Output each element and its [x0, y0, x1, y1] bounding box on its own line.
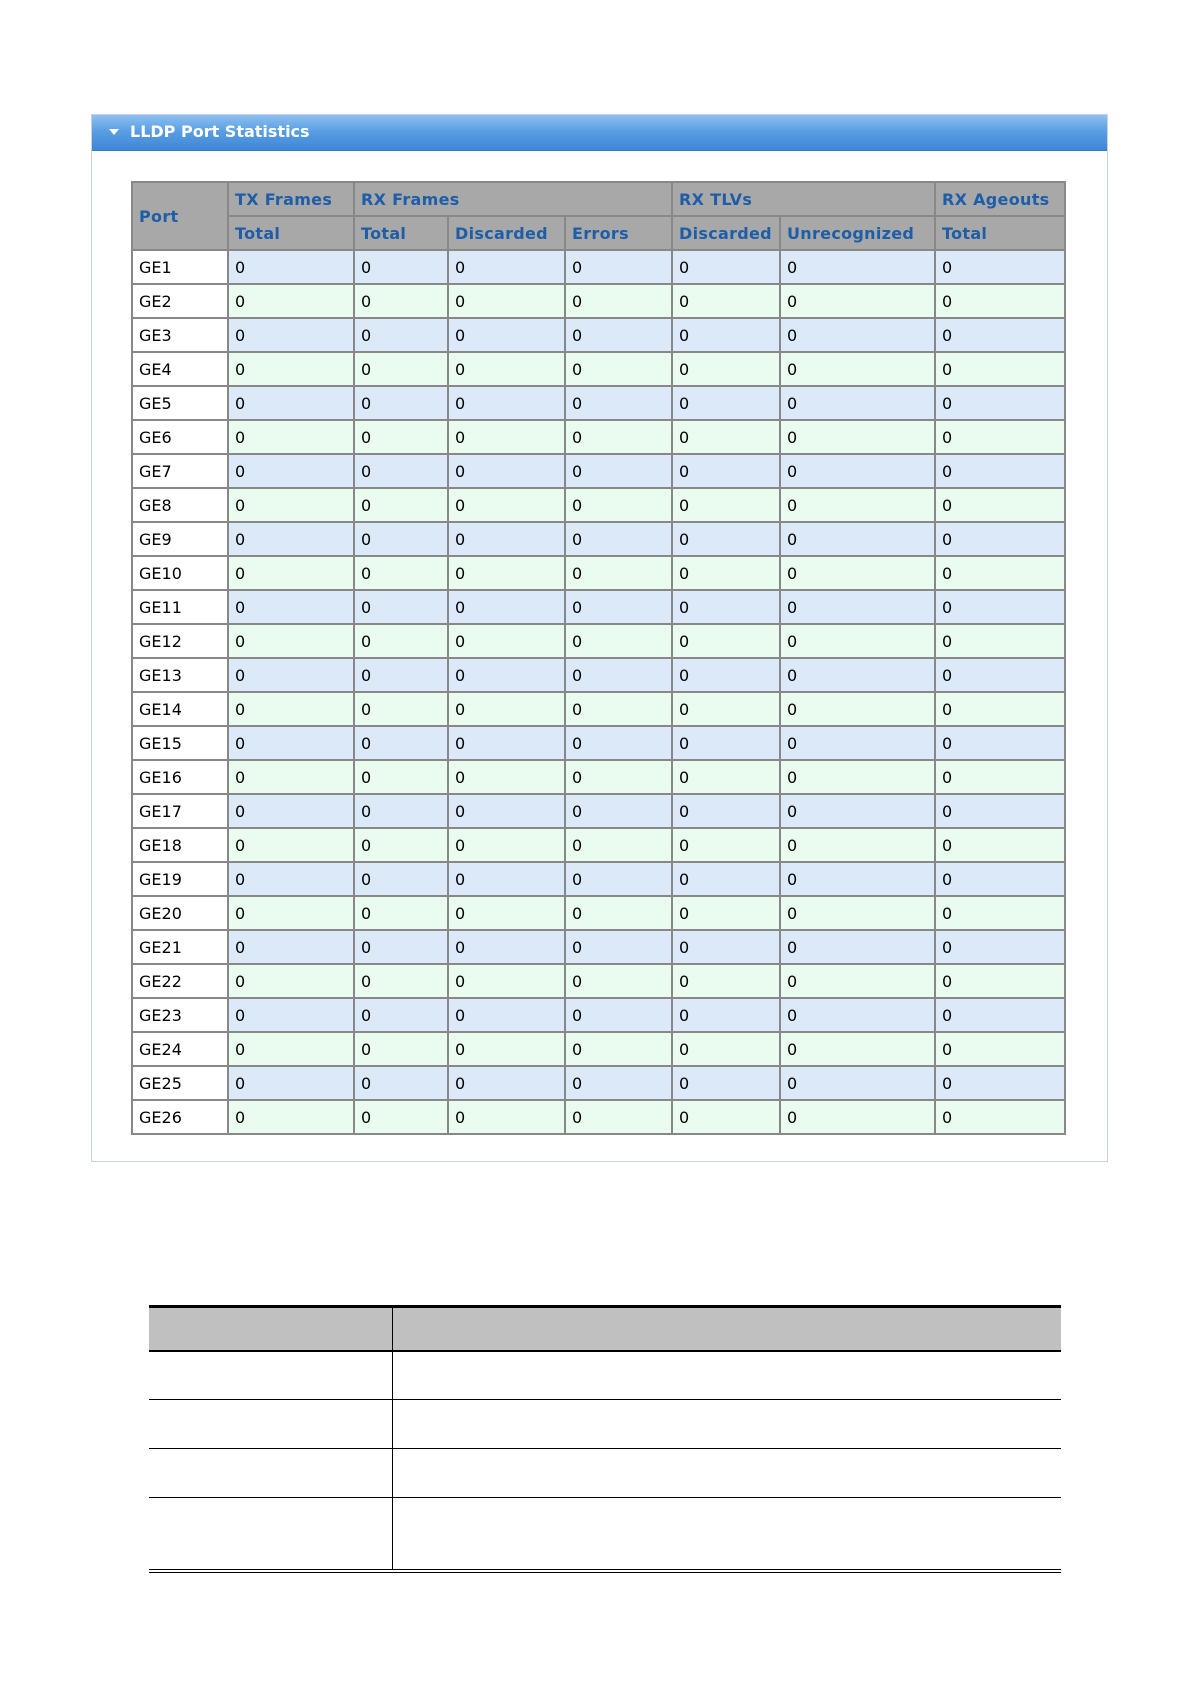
stat-cell: 0 — [354, 318, 448, 352]
stat-cell: 0 — [780, 250, 935, 284]
stat-cell: 0 — [565, 828, 672, 862]
table-row — [132, 250, 1065, 284]
stat-cell: 0 — [780, 760, 935, 794]
stat-cell: 0 — [354, 420, 448, 454]
stat-cell: 0 — [448, 488, 565, 522]
stat-cell: 0 — [565, 930, 672, 964]
stat-cell: 0 — [672, 250, 780, 284]
stat-cell: 0 — [354, 624, 448, 658]
table-row — [132, 1100, 1065, 1134]
stat-cell: 0 — [565, 794, 672, 828]
stat-cell: 0 — [228, 726, 354, 760]
stat-cell: 0 — [935, 454, 1065, 488]
stat-cell: 0 — [565, 624, 672, 658]
stat-cell: 0 — [935, 488, 1065, 522]
table-row — [132, 794, 1065, 828]
stat-cell: 0 — [354, 794, 448, 828]
column-group-rx-tlvs: RX TLVs — [672, 182, 935, 216]
stat-cell: 0 — [565, 760, 672, 794]
stat-cell: 0 — [448, 454, 565, 488]
stat-cell: 0 — [565, 420, 672, 454]
description-header-description — [392, 1307, 1061, 1351]
stat-cell: 0 — [935, 658, 1065, 692]
triangle-down-icon[interactable] — [107, 125, 121, 139]
stat-cell: 0 — [935, 522, 1065, 556]
column-header-ageouts-total: Total — [935, 216, 1065, 250]
stat-cell: 0 — [565, 250, 672, 284]
stat-cell: 0 — [228, 318, 354, 352]
description-row — [149, 1400, 1061, 1449]
stat-cell: 0 — [354, 250, 448, 284]
table-row — [132, 862, 1065, 896]
stat-cell: 0 — [354, 352, 448, 386]
stat-cell: 0 — [565, 454, 672, 488]
stat-cell: 0 — [780, 1032, 935, 1066]
stat-cell: 0 — [448, 998, 565, 1032]
port-cell: GE23 — [132, 998, 228, 1032]
stat-cell: 0 — [448, 828, 565, 862]
stat-cell: 0 — [354, 726, 448, 760]
stat-cell: 0 — [565, 318, 672, 352]
column-header-rx-discarded: Discarded — [448, 216, 565, 250]
table-row — [132, 726, 1065, 760]
stat-cell: 0 — [935, 624, 1065, 658]
table-row — [132, 624, 1065, 658]
stat-cell: 0 — [935, 760, 1065, 794]
stat-cell: 0 — [228, 998, 354, 1032]
table-row — [132, 964, 1065, 998]
stat-cell: 0 — [935, 590, 1065, 624]
stat-cell: 0 — [565, 284, 672, 318]
stat-cell: 0 — [228, 488, 354, 522]
stat-cell: 0 — [935, 250, 1065, 284]
port-cell: GE5 — [132, 386, 228, 420]
stat-cell: 0 — [935, 556, 1065, 590]
stat-cell: 0 — [228, 964, 354, 998]
port-cell: GE12 — [132, 624, 228, 658]
stat-cell: 0 — [780, 930, 935, 964]
stat-cell: 0 — [448, 352, 565, 386]
port-cell: GE21 — [132, 930, 228, 964]
port-cell: GE19 — [132, 862, 228, 896]
stat-cell: 0 — [672, 896, 780, 930]
stat-cell: 0 — [780, 998, 935, 1032]
stat-cell: 0 — [354, 386, 448, 420]
stat-cell: 0 — [935, 284, 1065, 318]
stat-cell: 0 — [354, 930, 448, 964]
port-cell: GE2 — [132, 284, 228, 318]
stat-cell: 0 — [228, 1100, 354, 1134]
stat-cell: 0 — [354, 692, 448, 726]
stat-cell: 0 — [448, 794, 565, 828]
stat-cell: 0 — [935, 1032, 1065, 1066]
stat-cell: 0 — [565, 1100, 672, 1134]
stat-cell: 0 — [672, 692, 780, 726]
stat-cell: 0 — [228, 522, 354, 556]
stat-cell: 0 — [228, 828, 354, 862]
port-cell: GE22 — [132, 964, 228, 998]
stat-cell: 0 — [448, 420, 565, 454]
stat-cell: 0 — [565, 692, 672, 726]
stat-cell: 0 — [228, 454, 354, 488]
table-row — [132, 352, 1065, 386]
stat-cell: 0 — [780, 624, 935, 658]
table-row — [132, 454, 1065, 488]
stat-cell: 0 — [354, 556, 448, 590]
stat-cell: 0 — [565, 488, 672, 522]
stat-cell: 0 — [935, 828, 1065, 862]
table-row — [132, 318, 1065, 352]
stat-cell: 0 — [780, 828, 935, 862]
description-row — [149, 1498, 1061, 1571]
stat-cell: 0 — [935, 1100, 1065, 1134]
column-header-tlv-unrecognized: Unrecognized — [780, 216, 935, 250]
stat-cell: 0 — [780, 556, 935, 590]
table-row — [132, 1066, 1065, 1100]
stat-cell: 0 — [780, 964, 935, 998]
stat-cell: 0 — [672, 998, 780, 1032]
column-header-port: Port — [132, 182, 228, 250]
stat-cell: 0 — [935, 1066, 1065, 1100]
stat-cell: 0 — [448, 964, 565, 998]
stat-cell: 0 — [228, 794, 354, 828]
stat-cell: 0 — [565, 896, 672, 930]
stat-cell: 0 — [672, 556, 780, 590]
stat-cell: 0 — [935, 862, 1065, 896]
table-row — [132, 522, 1065, 556]
stat-cell: 0 — [228, 420, 354, 454]
stat-cell: 0 — [565, 386, 672, 420]
table-row — [132, 930, 1065, 964]
stat-cell: 0 — [354, 284, 448, 318]
stat-cell: 0 — [448, 556, 565, 590]
stat-cell: 0 — [935, 794, 1065, 828]
stat-cell: 0 — [565, 590, 672, 624]
stat-cell: 0 — [565, 1066, 672, 1100]
port-cell: GE3 — [132, 318, 228, 352]
stat-cell: 0 — [354, 964, 448, 998]
stat-cell: 0 — [228, 1032, 354, 1066]
description-table — [149, 1305, 1061, 1573]
port-cell: GE1 — [132, 250, 228, 284]
stat-cell: 0 — [354, 1032, 448, 1066]
port-cell: GE6 — [132, 420, 228, 454]
stat-cell: 0 — [228, 624, 354, 658]
column-group-rx-frames: RX Frames — [354, 182, 672, 216]
stat-cell: 0 — [672, 318, 780, 352]
port-cell: GE10 — [132, 556, 228, 590]
port-cell: GE16 — [132, 760, 228, 794]
stat-cell: 0 — [780, 352, 935, 386]
panel-title: LLDP Port Statistics — [130, 122, 310, 141]
stat-cell: 0 — [448, 590, 565, 624]
column-header-rx-errors: Errors — [565, 216, 672, 250]
stat-cell: 0 — [228, 760, 354, 794]
stat-cell: 0 — [935, 692, 1065, 726]
stat-cell: 0 — [448, 1066, 565, 1100]
column-header-tlv-discarded: Discarded — [672, 216, 780, 250]
stat-cell: 0 — [672, 1100, 780, 1134]
stat-cell: 0 — [780, 726, 935, 760]
table-row — [132, 284, 1065, 318]
stat-cell: 0 — [780, 420, 935, 454]
table-row — [132, 420, 1065, 454]
stat-cell: 0 — [354, 590, 448, 624]
stat-cell: 0 — [672, 624, 780, 658]
lldp-statistics-table — [131, 181, 1066, 1135]
stat-cell: 0 — [354, 454, 448, 488]
stat-cell: 0 — [780, 896, 935, 930]
table-row — [132, 998, 1065, 1032]
stat-cell: 0 — [565, 726, 672, 760]
stat-cell: 0 — [354, 862, 448, 896]
port-cell: GE11 — [132, 590, 228, 624]
stat-cell: 0 — [672, 726, 780, 760]
port-cell: GE15 — [132, 726, 228, 760]
stat-cell: 0 — [354, 1066, 448, 1100]
stat-cell: 0 — [448, 284, 565, 318]
stat-cell: 0 — [228, 896, 354, 930]
port-cell: GE26 — [132, 1100, 228, 1134]
port-cell: GE24 — [132, 1032, 228, 1066]
stat-cell: 0 — [935, 386, 1065, 420]
stat-cell: 0 — [672, 828, 780, 862]
port-cell: GE14 — [132, 692, 228, 726]
stat-cell: 0 — [935, 420, 1065, 454]
port-cell: GE7 — [132, 454, 228, 488]
stat-cell: 0 — [672, 1032, 780, 1066]
stat-cell: 0 — [565, 998, 672, 1032]
table-row — [132, 760, 1065, 794]
stat-cell: 0 — [448, 1032, 565, 1066]
port-cell: GE25 — [132, 1066, 228, 1100]
stat-cell: 0 — [672, 284, 780, 318]
stat-cell: 0 — [935, 352, 1065, 386]
stat-cell: 0 — [780, 658, 935, 692]
stat-cell: 0 — [935, 930, 1065, 964]
stat-cell: 0 — [448, 250, 565, 284]
port-cell: GE8 — [132, 488, 228, 522]
port-cell: GE13 — [132, 658, 228, 692]
stat-cell: 0 — [565, 522, 672, 556]
stat-cell: 0 — [228, 658, 354, 692]
table-row — [132, 556, 1065, 590]
stat-cell: 0 — [672, 930, 780, 964]
stat-cell: 0 — [935, 998, 1065, 1032]
stat-cell: 0 — [780, 1066, 935, 1100]
table-row — [132, 692, 1065, 726]
stat-cell: 0 — [780, 386, 935, 420]
stat-cell: 0 — [672, 522, 780, 556]
port-cell: GE17 — [132, 794, 228, 828]
stat-cell: 0 — [935, 964, 1065, 998]
stat-cell: 0 — [228, 862, 354, 896]
stat-cell: 0 — [354, 828, 448, 862]
port-cell: GE9 — [132, 522, 228, 556]
stat-cell: 0 — [935, 318, 1065, 352]
stat-cell: 0 — [448, 522, 565, 556]
stat-cell: 0 — [448, 1100, 565, 1134]
stat-cell: 0 — [448, 862, 565, 896]
stat-cell: 0 — [672, 1066, 780, 1100]
stat-cell: 0 — [565, 658, 672, 692]
stat-cell: 0 — [228, 590, 354, 624]
description-row — [149, 1351, 1061, 1400]
stat-cell: 0 — [935, 896, 1065, 930]
stat-cell: 0 — [780, 488, 935, 522]
port-cell: GE4 — [132, 352, 228, 386]
stat-cell: 0 — [228, 386, 354, 420]
table-row — [132, 1032, 1065, 1066]
stat-cell: 0 — [780, 794, 935, 828]
stat-cell: 0 — [448, 386, 565, 420]
stat-cell: 0 — [228, 352, 354, 386]
table-row — [132, 488, 1065, 522]
description-row — [149, 1449, 1061, 1498]
stat-cell: 0 — [228, 1066, 354, 1100]
stat-cell: 0 — [672, 420, 780, 454]
stat-cell: 0 — [565, 964, 672, 998]
stat-cell: 0 — [780, 284, 935, 318]
stat-cell: 0 — [672, 454, 780, 488]
statistics-rows — [132, 250, 1065, 1134]
stat-cell: 0 — [780, 522, 935, 556]
stat-cell: 0 — [565, 352, 672, 386]
stat-cell: 0 — [672, 352, 780, 386]
stat-cell: 0 — [672, 386, 780, 420]
stat-cell: 0 — [228, 250, 354, 284]
stat-cell: 0 — [672, 488, 780, 522]
stat-cell: 0 — [448, 658, 565, 692]
stat-cell: 0 — [228, 692, 354, 726]
table-row — [132, 828, 1065, 862]
stat-cell: 0 — [672, 964, 780, 998]
stat-cell: 0 — [672, 590, 780, 624]
stat-cell: 0 — [448, 760, 565, 794]
stat-cell: 0 — [672, 862, 780, 896]
stat-cell: 0 — [448, 930, 565, 964]
stat-cell: 0 — [448, 896, 565, 930]
table-row — [132, 658, 1065, 692]
stat-cell: 0 — [935, 726, 1065, 760]
column-header-tx-total: Total — [228, 216, 354, 250]
stat-cell: 0 — [448, 692, 565, 726]
stat-cell: 0 — [565, 862, 672, 896]
stat-cell: 0 — [448, 726, 565, 760]
stat-cell: 0 — [354, 896, 448, 930]
description-header-object — [149, 1307, 392, 1351]
column-group-rx-ageouts: RX Ageouts — [935, 182, 1065, 216]
stat-cell: 0 — [228, 284, 354, 318]
stat-cell: 0 — [780, 1100, 935, 1134]
stat-cell: 0 — [780, 318, 935, 352]
table-row — [132, 590, 1065, 624]
table-row — [132, 386, 1065, 420]
stat-cell: 0 — [354, 488, 448, 522]
panel-header — [92, 115, 1107, 151]
port-cell: GE20 — [132, 896, 228, 930]
table-row — [132, 896, 1065, 930]
stat-cell: 0 — [672, 658, 780, 692]
stat-cell: 0 — [780, 454, 935, 488]
stat-cell: 0 — [672, 760, 780, 794]
stat-cell: 0 — [672, 794, 780, 828]
stat-cell: 0 — [448, 624, 565, 658]
stat-cell: 0 — [354, 760, 448, 794]
port-cell: GE18 — [132, 828, 228, 862]
stat-cell: 0 — [448, 318, 565, 352]
stat-cell: 0 — [780, 862, 935, 896]
stat-cell: 0 — [565, 556, 672, 590]
column-header-rx-total: Total — [354, 216, 448, 250]
stat-cell: 0 — [780, 590, 935, 624]
stat-cell: 0 — [780, 692, 935, 726]
stat-cell: 0 — [228, 930, 354, 964]
stat-cell: 0 — [354, 658, 448, 692]
stat-cell: 0 — [228, 556, 354, 590]
stat-cell: 0 — [354, 522, 448, 556]
stat-cell: 0 — [354, 998, 448, 1032]
column-group-tx-frames: TX Frames — [228, 182, 354, 216]
stat-cell: 0 — [354, 1100, 448, 1134]
stat-cell: 0 — [565, 1032, 672, 1066]
